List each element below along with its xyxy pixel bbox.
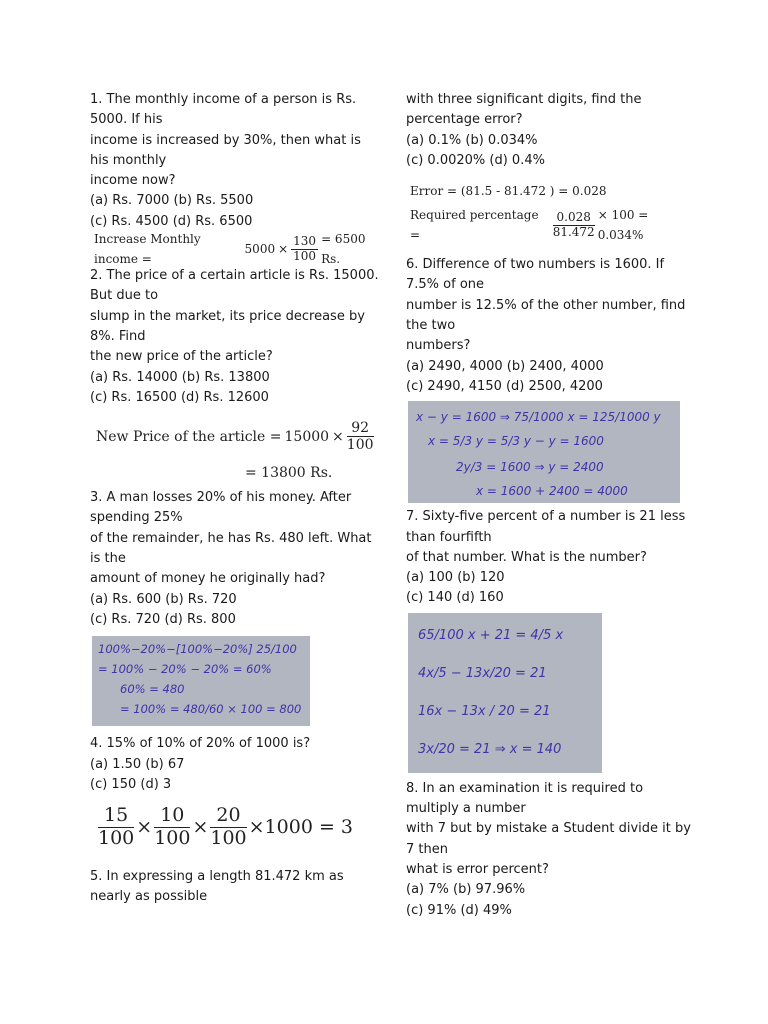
fraction-denominator: 100 xyxy=(210,826,247,849)
handwritten-solution-3-image xyxy=(92,636,310,726)
question-8 xyxy=(406,779,696,921)
question-5-line: 5. In expressing a length 81.472 km as nearly as possible xyxy=(90,869,344,905)
question-6-line: 6. Difference of two numbers is 1600. If 7.5% of one xyxy=(406,257,665,293)
solution-2-result: = 13800 Rs. xyxy=(245,465,333,482)
question-6-line: number is 12.5% of the other number, find the two xyxy=(406,297,686,334)
question-2-option: (c) Rs. 16500 (d) Rs. 12600 xyxy=(90,389,269,405)
question-8-line: 8. In an examination it is required to multiply a number xyxy=(406,780,644,817)
question-3-line: amount of money he originally had? xyxy=(90,571,326,587)
fraction-numerator: 20 xyxy=(210,805,246,828)
handwritten-line: x = 1600 + 2400 = 4000 xyxy=(476,484,628,499)
solution-2 xyxy=(90,408,380,488)
fraction-denominator: 81.472 xyxy=(552,224,595,239)
question-5-option: (a) 0.1% (b) 0.034% xyxy=(406,132,538,148)
handwritten-line: x − y = 1600 ⇒ 75/1000 x = 125/1000 y xyxy=(416,410,661,425)
question-1-line: 1. The monthly income of a person is Rs. 5000. If his xyxy=(90,92,357,128)
question-4 xyxy=(90,734,380,795)
question-5-option: (c) 0.0020% (d) 0.4% xyxy=(406,152,545,168)
question-3-option: (a) Rs. 600 (b) Rs. 720 xyxy=(90,591,237,607)
question-1 xyxy=(90,90,380,232)
question-4-option: (a) 1.50 (b) 67 xyxy=(90,756,185,772)
question-4-option: (c) 150 (d) 3 xyxy=(90,776,172,792)
solution-4-tail: ×1000 = 3 xyxy=(248,816,354,839)
solution-4-times: × xyxy=(192,816,209,839)
question-4-line: 4. 15% of 10% of 20% of 1000 is? xyxy=(90,736,311,752)
fraction-numerator: 130 xyxy=(293,233,317,248)
question-7-line: 7. Sixty-five percent of a number is 21 less than fourfifth xyxy=(406,509,686,545)
solution-4 xyxy=(90,795,380,867)
fraction-numerator: 10 xyxy=(154,805,190,828)
fraction-numerator: 92 xyxy=(347,420,374,437)
solution-4-times: × xyxy=(136,816,153,839)
solution-5 xyxy=(406,171,696,255)
question-2-option: (a) Rs. 14000 (b) Rs. 13800 xyxy=(90,369,270,385)
solution-3 xyxy=(90,630,380,734)
handwritten-solution-7-image xyxy=(408,613,602,773)
fraction-numerator: 0.028 xyxy=(553,211,595,226)
fraction-numerator: 15 xyxy=(98,805,134,828)
solution-7 xyxy=(406,609,696,779)
question-2-line: slump in the market, its price decrease by 8%. Find xyxy=(90,308,365,344)
question-5 xyxy=(90,867,380,908)
solution-4-fraction xyxy=(98,805,134,850)
fraction-denominator: 100 xyxy=(293,248,317,263)
solution-4-fraction xyxy=(210,805,246,850)
question-8-option: (a) 7% (b) 97.96% xyxy=(406,882,526,898)
handwritten-line: 60% = 480 xyxy=(120,682,185,697)
solution-1 xyxy=(94,232,380,266)
question-5-continued xyxy=(406,90,696,171)
solution-1-fraction xyxy=(291,235,318,264)
solution-5-error-line: Error = (81.5 - 81.472 ) = 0.028 xyxy=(410,184,607,199)
question-8-line: what is error percent? xyxy=(406,861,549,877)
question-5-line: with three significant digits, find the xyxy=(406,92,642,107)
question-7-option: (a) 100 (b) 120 xyxy=(406,570,505,586)
solution-5-fraction xyxy=(553,211,595,240)
question-8-line: with 7 but by mistake a Student divide it by 7 then xyxy=(406,821,691,857)
solution-1-times: × xyxy=(278,241,289,256)
question-8-option: (c) 91% (d) 49% xyxy=(406,902,512,918)
solution-5-result: × 100 = 0.034% xyxy=(597,208,649,243)
question-6-option: (c) 2490, 4150 (d) 2500, 4200 xyxy=(406,378,603,394)
question-2 xyxy=(90,266,380,408)
handwritten-line: 2y/3 = 1600 ⇒ y = 2400 xyxy=(456,460,604,475)
handwritten-line: 3x/20 = 21 ⇒ x = 140 xyxy=(418,741,562,757)
handwritten-line: = 100% − 20% − 20% = 60% xyxy=(98,662,272,677)
question-6-line: numbers? xyxy=(406,338,471,354)
right-column xyxy=(406,90,696,921)
solution-2-fraction xyxy=(347,420,374,453)
question-1-option: (a) Rs. 7000 (b) Rs. 5500 xyxy=(90,193,254,209)
handwritten-line: 4x/5 − 13x/20 = 21 xyxy=(418,665,547,681)
solution-5-label: Required percentage = xyxy=(410,208,539,243)
left-column xyxy=(90,90,380,908)
question-7 xyxy=(406,507,696,608)
solution-1-base: 5000 xyxy=(244,241,276,256)
solution-2-base: 15000 xyxy=(284,428,330,445)
question-7-line: of that number. What is the number? xyxy=(406,549,647,565)
solution-1-label: Increase Monthly income = xyxy=(94,231,201,267)
question-1-line: income is increased by 30%, then what is his monthly xyxy=(90,132,361,168)
handwritten-line: x = 5/3 y = 5/3 y − y = 1600 xyxy=(428,434,604,449)
question-6 xyxy=(406,255,696,397)
solution-2-label: New Price of the article = xyxy=(96,428,282,445)
fraction-denominator: 100 xyxy=(346,437,374,454)
question-1-option: (c) Rs. 4500 (d) Rs. 6500 xyxy=(90,213,253,229)
question-1-line: income now? xyxy=(90,173,176,189)
solution-4-fraction xyxy=(154,805,190,850)
question-2-line: 2. The price of a certain article is Rs. 15000. But due to xyxy=(90,268,379,304)
question-3-option: (c) Rs. 720 (d) Rs. 800 xyxy=(90,611,236,627)
solution-6 xyxy=(406,397,696,507)
fraction-denominator: 100 xyxy=(98,826,135,849)
fraction-denominator: 100 xyxy=(154,826,191,849)
question-5-line: percentage error? xyxy=(406,112,523,128)
handwritten-line: = 100% = 480/60 × 100 = 800 xyxy=(120,702,302,717)
solution-1-result: = 6500 Rs. xyxy=(321,231,366,267)
question-2-line: the new price of the article? xyxy=(90,349,273,365)
handwritten-line: 65/100 x + 21 = 4/5 x xyxy=(418,627,564,643)
question-3-line: of the remainder, he has Rs. 480 left. What is the xyxy=(90,530,372,567)
question-7-option: (c) 140 (d) 160 xyxy=(406,590,504,606)
handwritten-line: 100%−20%−[100%−20%] 25/100 xyxy=(98,642,297,657)
question-3-line: 3. A man losses 20% of his money. After spending 25% xyxy=(90,490,352,526)
handwritten-solution-6-image xyxy=(408,401,680,503)
solution-2-times: × xyxy=(332,428,344,445)
handwritten-line: 16x − 13x / 20 = 21 xyxy=(418,703,551,719)
question-6-option: (a) 2490, 4000 (b) 2400, 4000 xyxy=(406,358,604,374)
question-3 xyxy=(90,488,380,630)
